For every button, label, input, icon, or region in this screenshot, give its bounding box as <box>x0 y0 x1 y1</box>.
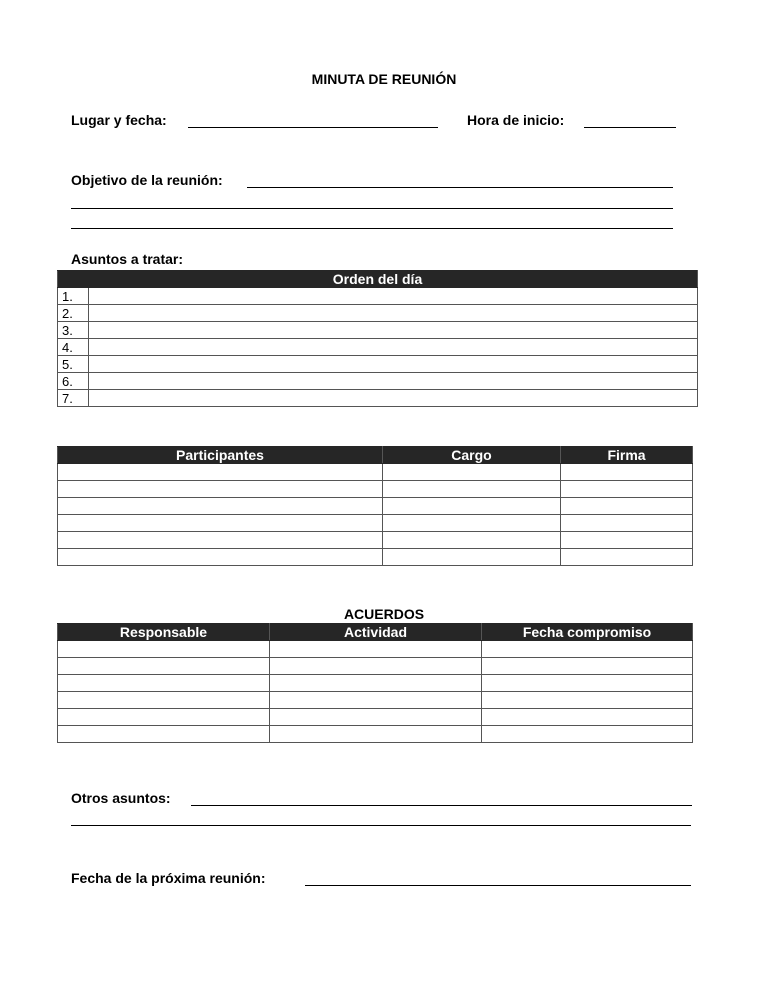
table-row <box>58 464 693 481</box>
fecha-compromiso-cell[interactable] <box>482 709 693 726</box>
responsable-cell[interactable] <box>58 726 270 743</box>
cargo-cell[interactable] <box>383 532 561 549</box>
responsable-cell[interactable] <box>58 658 270 675</box>
orden-item-cell[interactable] <box>89 305 698 322</box>
cargo-cell[interactable] <box>383 464 561 481</box>
firma-cell[interactable] <box>561 464 693 481</box>
actividad-cell[interactable] <box>270 658 482 675</box>
item-number: 2. <box>58 305 89 322</box>
hora-inicio-field[interactable] <box>584 127 676 128</box>
table-row <box>58 498 693 515</box>
actividad-cell[interactable] <box>270 726 482 743</box>
firma-cell[interactable] <box>561 532 693 549</box>
objetivo-label: Objetivo de la reunión: <box>71 172 223 188</box>
table-row <box>58 675 693 692</box>
orden-item-cell[interactable] <box>89 322 698 339</box>
objetivo-field-line-2[interactable] <box>71 208 673 209</box>
table-row <box>58 515 693 532</box>
item-number: 7. <box>58 390 89 407</box>
lugar-fecha-label: Lugar y fecha: <box>71 112 167 128</box>
fecha-compromiso-cell[interactable] <box>482 692 693 709</box>
table-row <box>58 549 693 566</box>
item-number: 5. <box>58 356 89 373</box>
otros-asuntos-field-line-1[interactable] <box>191 805 692 806</box>
participante-cell[interactable] <box>58 481 383 498</box>
orden-item-cell[interactable] <box>89 339 698 356</box>
participante-cell[interactable] <box>58 549 383 566</box>
otros-asuntos-label: Otros asuntos: <box>71 790 171 806</box>
cargo-cell[interactable] <box>383 549 561 566</box>
actividad-cell[interactable] <box>270 709 482 726</box>
table-row <box>58 641 693 658</box>
firma-cell[interactable] <box>561 498 693 515</box>
table-row <box>58 692 693 709</box>
table-row <box>58 709 693 726</box>
participante-cell[interactable] <box>58 515 383 532</box>
fecha-compromiso-cell[interactable] <box>482 675 693 692</box>
acuerdos-title: ACUERDOS <box>343 606 425 622</box>
responsable-cell[interactable] <box>58 675 270 692</box>
orden-del-dia-table <box>57 270 698 407</box>
otros-asuntos-field-line-2[interactable] <box>71 825 691 826</box>
fecha-compromiso-header: Fecha compromiso <box>482 624 693 641</box>
cargo-header: Cargo <box>383 447 561 464</box>
actividad-cell[interactable] <box>270 692 482 709</box>
actividad-header: Actividad <box>270 624 482 641</box>
firma-cell[interactable] <box>561 549 693 566</box>
participantes-header: Participantes <box>58 447 383 464</box>
table-row <box>58 532 693 549</box>
responsable-header: Responsable <box>58 624 270 641</box>
participante-cell[interactable] <box>58 532 383 549</box>
table-row <box>58 726 693 743</box>
asuntos-label: Asuntos a tratar: <box>71 251 184 267</box>
cargo-cell[interactable] <box>383 515 561 532</box>
responsable-cell[interactable] <box>58 709 270 726</box>
orden-del-dia-header: Orden del día <box>58 271 698 288</box>
participantes-table <box>57 446 693 566</box>
proxima-reunion-field[interactable] <box>305 885 691 886</box>
firma-header: Firma <box>561 447 693 464</box>
table-row <box>58 322 698 339</box>
responsable-cell[interactable] <box>58 641 270 658</box>
hora-inicio-label: Hora de inicio: <box>467 112 565 128</box>
proxima-reunion-label: Fecha de la próxima reunión: <box>71 870 266 886</box>
table-row <box>58 373 698 390</box>
firma-cell[interactable] <box>561 515 693 532</box>
item-number: 1. <box>58 288 89 305</box>
item-number: 4. <box>58 339 89 356</box>
objetivo-field-line-3[interactable] <box>71 228 673 229</box>
responsable-cell[interactable] <box>58 692 270 709</box>
acuerdos-table <box>57 623 693 743</box>
document-title: MINUTA DE REUNIÓN <box>311 71 457 87</box>
table-row <box>58 339 698 356</box>
participante-cell[interactable] <box>58 498 383 515</box>
orden-item-cell[interactable] <box>89 356 698 373</box>
orden-item-cell[interactable] <box>89 390 698 407</box>
table-row <box>58 658 693 675</box>
item-number: 6. <box>58 373 89 390</box>
firma-cell[interactable] <box>561 481 693 498</box>
actividad-cell[interactable] <box>270 641 482 658</box>
orden-item-cell[interactable] <box>89 373 698 390</box>
cargo-cell[interactable] <box>383 481 561 498</box>
fecha-compromiso-cell[interactable] <box>482 641 693 658</box>
table-row <box>58 288 698 305</box>
cargo-cell[interactable] <box>383 498 561 515</box>
actividad-cell[interactable] <box>270 675 482 692</box>
fecha-compromiso-cell[interactable] <box>482 658 693 675</box>
participante-cell[interactable] <box>58 464 383 481</box>
table-row <box>58 305 698 322</box>
orden-item-cell[interactable] <box>89 288 698 305</box>
table-row <box>58 356 698 373</box>
lugar-fecha-field[interactable] <box>188 127 438 128</box>
objetivo-field-line-1[interactable] <box>247 187 673 188</box>
item-number: 3. <box>58 322 89 339</box>
table-row <box>58 481 693 498</box>
table-row <box>58 390 698 407</box>
fecha-compromiso-cell[interactable] <box>482 726 693 743</box>
